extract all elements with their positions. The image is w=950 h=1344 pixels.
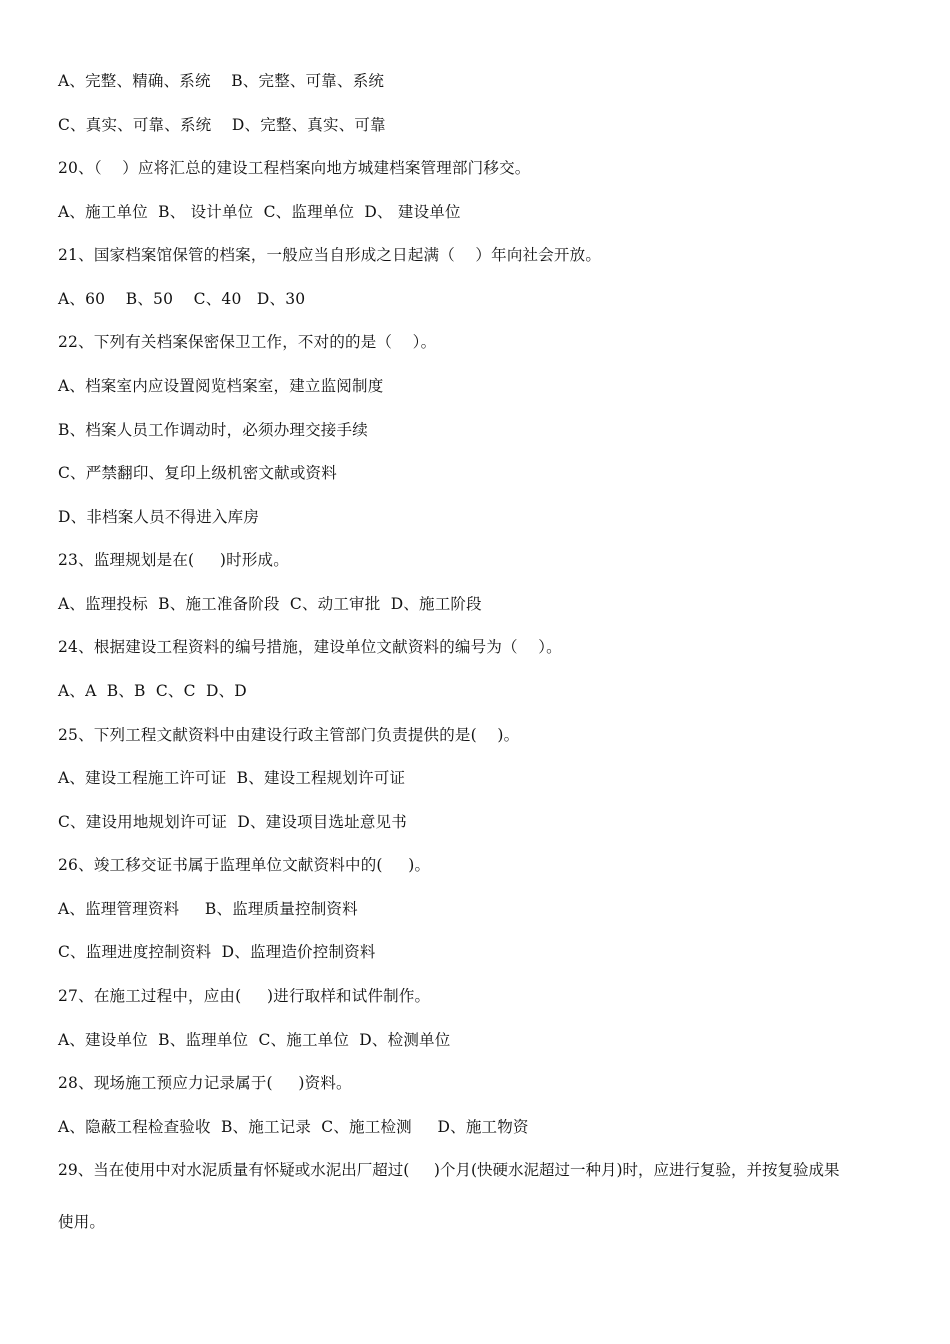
answer-options-28: A、隐蔽工程检查验收 B、施工记录 C、施工检测 D、施工物资 <box>58 1118 529 1136</box>
question-21: 21、国家档案馆保管的档案，一般应当自形成之日起满（ ）年向社会开放。 <box>58 246 602 264</box>
question-29-continued: 使用。 <box>58 1213 106 1231</box>
question-22: 22、下列有关档案保密保卫工作，不对的的是（ ）。 <box>58 333 437 351</box>
answer-options-21: A、60 B、50 C、40 D、30 <box>58 290 306 308</box>
question-24: 24、根据建设工程资料的编号措施，建设单位文献资料的编号为（ ）。 <box>58 638 562 656</box>
question-20: 20、（ ）应将汇总的建设工程档案向地方城建档案管理部门移交。 <box>58 159 531 177</box>
answer-option-22-a: A、档案室内应设置阅览档案室，建立监阅制度 <box>58 377 384 395</box>
question-27: 27、在施工过程中，应由( )进行取样和试件制作。 <box>58 987 431 1005</box>
question-25: 25、下列工程文献资料中由建设行政主管部门负责提供的是( )。 <box>58 726 520 744</box>
question-29: 29、当在使用中对水泥质量有怀疑或水泥出厂超过( )个月(快硬水泥超过一种月)时，应进行复验，并按复验成果 <box>58 1161 840 1179</box>
question-23: 23、监理规划是在( )时形成。 <box>58 551 289 569</box>
question-26: 26、竣工移交证书属于监理单位文献资料中的( )。 <box>58 856 431 874</box>
answer-options-25-ab: A、建设工程施工许可证 B、建设工程规划许可证 <box>58 769 406 787</box>
answer-option-22-d: D、非档案人员不得进入库房 <box>58 508 260 526</box>
answer-options-23: A、监理投标 B、施工准备阶段 C、动工审批 D、施工阶段 <box>58 595 482 613</box>
answer-options-26-ab: A、监理管理资料 B、监理质量控制资料 <box>58 900 358 918</box>
answer-options-25-cd: C、建设用地规划许可证 D、建设项目选址意见书 <box>58 813 407 831</box>
question-28: 28、现场施工预应力记录属于( )资料。 <box>58 1074 352 1092</box>
answer-options-26-cd: C、监理进度控制资料 D、监理造价控制资料 <box>58 943 376 961</box>
answer-option-22-c: C、严禁翻印、复印上级机密文献或资料 <box>58 464 337 482</box>
answer-options-24: A、A B、B C、C D、D <box>58 682 247 700</box>
answer-options-19-ab: A、完整、精确、系统 B、完整、可靠、系统 <box>58 72 385 90</box>
answer-options-19-cd: C、真实、可靠、系统 D、完整、真实、可靠 <box>58 116 386 134</box>
answer-options-27: A、建设单位 B、监理单位 C、施工单位 D、检测单位 <box>58 1031 451 1049</box>
answer-options-20: A、施工单位 B、 设计单位 C、监理单位 D、 建设单位 <box>58 203 461 221</box>
answer-option-22-b: B、档案人员工作调动时，必须办理交接手续 <box>58 421 368 439</box>
